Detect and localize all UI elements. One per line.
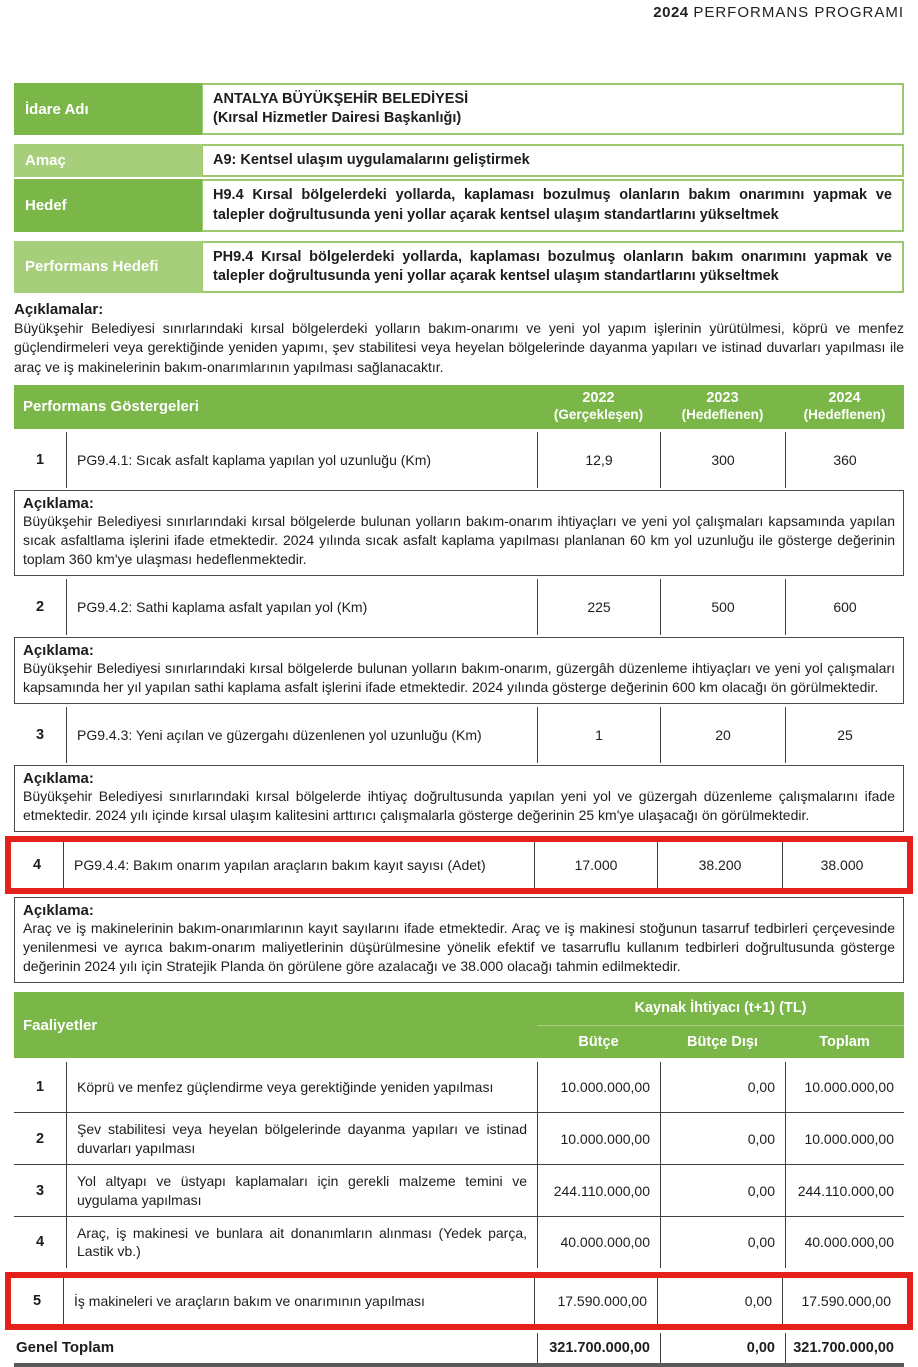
- activity-row-4: [14, 1216, 904, 1268]
- activity-4-name: Araç, iş makinesi ve bunlara ait donanımların alınması (Yedek parça, Lastik vb.): [66, 1217, 537, 1268]
- activity-4-butce-disi: 0,00: [660, 1217, 785, 1268]
- column-butce-disi: Bütçe Dışı: [687, 1033, 758, 1050]
- grand-total-butce: 321.700.000,00: [537, 1333, 660, 1363]
- info-label-performans-hedefi: Performans Hedefi: [14, 241, 202, 293]
- indicator-1-2024: 360: [785, 432, 904, 488]
- aciklamalar-section: [14, 301, 904, 377]
- info-row-performans-hedefi: [14, 241, 904, 293]
- info-content-hedef: [202, 179, 904, 231]
- column-toplam: Toplam: [819, 1033, 870, 1050]
- indicator-2-num: 2: [35, 598, 45, 615]
- indicator-4-2022: 17.000: [534, 842, 657, 888]
- activity-2-num: 2: [35, 1130, 45, 1147]
- idare-adi-line1: ANTALYA BÜYÜKŞEHİR BELEDİYESİ: [213, 91, 469, 107]
- aciklamalar-heading: Açıklamalar:: [14, 300, 104, 318]
- indicator-3-2022: 1: [537, 707, 660, 763]
- indicator-2-aciklama-box: [14, 637, 904, 704]
- indicator-3-2023: 20: [660, 707, 785, 763]
- indicator-1-aciklama-text: Büyükşehir Belediyesi sınırlarındaki kırsal bölgelerde bulunan yolların bakım-onarım ihtiyaçları ve yeni yol çalışmaları kapsamında yapılan sıcak asfaltlama işlerini ifade etmektedir. 2024 yılında sıcak asfalt kaplama yapılması planlanan 60 km yol uzunluğu ile gösterge değerinin toplam 360 km'ye ulaşması hedeflenmektedir.: [23, 512, 895, 567]
- activity-5-butce-disi: 0,00: [657, 1278, 782, 1324]
- indicator-row-2: [14, 579, 904, 635]
- activity-3-toplam: 244.110.000,00: [785, 1165, 904, 1216]
- info-content-performans-hedefi: [202, 241, 904, 293]
- info-row-amac: [14, 144, 904, 177]
- info-label-hedef: Hedef: [14, 179, 202, 231]
- aciklama-heading: Açıklama:: [23, 641, 94, 659]
- grand-total-row: [14, 1333, 904, 1367]
- indicator-row-4-highlight: [5, 836, 913, 894]
- indicator-row-4: [11, 842, 907, 888]
- indicator-3-aciklama-box: [14, 765, 904, 832]
- activity-1-toplam: 10.000.000,00: [785, 1062, 904, 1112]
- info-content-idare-adi: [202, 83, 904, 135]
- activity-3-name: Yol altyapı ve üstyapı kaplamaları için gerekli malzeme temini ve uygulama yapılması: [66, 1165, 537, 1216]
- aciklama-heading: Açıklama:: [23, 769, 94, 787]
- activities-header-right: [537, 992, 904, 1058]
- grand-total-butce-disi: 0,00: [660, 1333, 785, 1363]
- grand-total-label: Genel Toplam: [16, 1339, 115, 1357]
- activities-title: Faaliyetler: [23, 1016, 98, 1034]
- indicator-4-name: PG9.4.4: Bakım onarım yapılan araçların bakım kayıt sayısı (Adet): [63, 842, 534, 888]
- indicator-1-name: PG9.4.1: Sıcak asfalt kaplama yapılan yol uzunluğu (Km): [66, 432, 537, 488]
- indicators-header: [14, 385, 904, 429]
- activity-1-num: 1: [35, 1079, 45, 1096]
- indicator-3-name: PG9.4.3: Yeni açılan ve güzergahı düzenlenen yol uzunluğu (Km): [66, 707, 537, 763]
- activity-1-name: Köprü ve menfez güçlendirme veya gerektiğinde yeniden yapılması: [66, 1062, 537, 1112]
- info-content-amac: [202, 144, 904, 177]
- activities-header: [14, 992, 904, 1058]
- aciklamalar-text: Büyükşehir Belediyesi sınırlarındaki kırsal bölgelerdeki yolların bakım-onarımı ve yeni yol yapım işlerinin yürütülmesi, köprü ve menfez güçlendirmeleri veya gerektiğinde yeniden yapımı, şev stabilitesi veya heyelan bölgelerinde dayanma yapıları ve istinad duvarları yapılması ile araç ve iş makinelerinin bakım-onarımlarının yapılması sağlanacaktır.: [14, 319, 904, 375]
- info-table: [14, 83, 904, 293]
- info-label-idare-adi: İdare Adı: [14, 83, 202, 135]
- indicator-2-2024: 600: [785, 579, 904, 635]
- indicator-3-aciklama-text: Büyükşehir Belediyesi sınırlarındaki kırsal bölgelerde ihtiyaç doğrultusunda yapılan yeni yol ve güzergah düzenleme çalışmalarını ifade etmektedir. 2024 yılı içinde kırsal ulaşım kalitesini arttırıcı çalışmalarla gösterge değerinin 25 km'ye ulaşacağı ön görülmektedir.: [23, 787, 895, 823]
- indicator-1-aciklama-box: [14, 490, 904, 576]
- performans-hedefi-line1: PH9.4 Kırsal bölgelerdeki yollarda, kaplaması bozulmuş olanların bakım onarımını yapmak ve talepler doğrultusunda yeni yollar açarak kentsel ulaşım standartlarını yükseltmek: [213, 248, 892, 284]
- activity-2-butce: 10.000.000,00: [537, 1113, 660, 1164]
- column-butce: Bütçe: [578, 1033, 619, 1050]
- indicator-4-2024: 38.000: [782, 842, 901, 888]
- indicator-1-2023: 300: [660, 432, 785, 488]
- indicator-2-name: PG9.4.2: Sathi kaplama asfalt yapılan yol (Km): [66, 579, 537, 635]
- activity-3-butce-disi: 0,00: [660, 1165, 785, 1216]
- idare-adi-line2: (Kırsal Hizmetler Dairesi Başkanlığı): [213, 110, 462, 127]
- indicators-title: Performans Göstergeleri: [23, 398, 199, 416]
- column-2023: 2023 (Hedeflenen): [681, 390, 764, 423]
- activity-4-butce: 40.000.000,00: [537, 1217, 660, 1268]
- activity-3-num: 3: [35, 1182, 45, 1199]
- activity-1-butce: 10.000.000,00: [537, 1062, 660, 1112]
- activities-rows: [14, 1062, 904, 1268]
- indicator-row-1: [14, 432, 904, 488]
- indicator-4-2023: 38.200: [657, 842, 782, 888]
- indicator-row-3: [14, 707, 904, 763]
- activity-4-toplam: 40.000.000,00: [785, 1217, 904, 1268]
- activity-4-num: 4: [35, 1234, 45, 1251]
- hedef-line1: H9.4 Kırsal bölgelerdeki yollarda, kaplaması bozulmuş olanların bakım onarımını yapmak ve talepler doğrultusunda yeni yollar açarak kentsel ulaşım standartlarını yükseltmek: [213, 187, 892, 223]
- column-2024: 2024 (Hedeflenen): [803, 390, 886, 423]
- indicator-4-aciklama-text: Araç ve iş makinelerinin bakım-onarımlarının kayıt sayılarını ifade etmektedir. Araç ve iş makinesi stoğunun tasarruf tedbirleri çerçevesinde yenilenmesi ve ayrıca bakım-onarım maliyetlerinin düşürülmesine yönelik efektif ve tasarruflu kullanım tedbirleri doğrultusunda gösterge değerinin 2024 yılı için Stratejik Planda ön görülene göre azalacağı ve 38.000 olacağı tahmin edilmektedir.: [23, 920, 895, 975]
- indicator-1-num: 1: [35, 451, 45, 468]
- aciklama-heading: Açıklama:: [23, 494, 94, 512]
- amac-line1: A9: Kentsel ulaşım uygulamalarını geliştirmek: [213, 152, 530, 169]
- column-2022: 2022 (Gerçekleşen): [553, 390, 644, 423]
- page-header: [14, 4, 904, 21]
- activity-row-5: [11, 1278, 907, 1324]
- activity-5-num: 5: [32, 1292, 42, 1309]
- indicator-4-aciklama-box: [14, 897, 904, 983]
- aciklama-heading: Açıklama:: [23, 902, 94, 920]
- header-year: 2024: [653, 4, 689, 21]
- resource-need-header: Kaynak İhtiyacı (t+1) (TL): [537, 992, 904, 1026]
- activity-2-name: Şev stabilitesi veya heyelan bölgelerinde dayanma yapıları ve istinad duvarları yapılması: [66, 1113, 537, 1164]
- activity-2-toplam: 10.000.000,00: [785, 1113, 904, 1164]
- indicators-table: [14, 385, 904, 983]
- activity-5-toplam: 17.590.000,00: [782, 1278, 901, 1324]
- activity-row-5-highlight: [5, 1272, 913, 1330]
- activity-row-3: [14, 1164, 904, 1216]
- indicator-2-aciklama-text: Büyükşehir Belediyesi sınırlarındaki kırsal bölgelerde bulunan yolların bakım-onarım, güzergâh düzenleme ihtiyaçları ve yeni yol çalışmaları kapsamında her yıl yapılan sathi kaplama asfalt işlerini ifade etmektedir. 2024 yılında gösterge değerinin 600 km olacağı ön görülmektedir.: [23, 659, 895, 695]
- activity-5-butce: 17.590.000,00: [534, 1278, 657, 1324]
- grand-total-toplam: 321.700.000,00: [785, 1333, 904, 1363]
- indicator-3-num: 3: [35, 726, 45, 743]
- indicator-3-2024: 25: [785, 707, 904, 763]
- activity-row-1: [14, 1062, 904, 1112]
- activity-2-butce-disi: 0,00: [660, 1113, 785, 1164]
- activity-5-name: İş makineleri ve araçların bakım ve onarımının yapılması: [63, 1278, 534, 1324]
- indicator-2-2023: 500: [660, 579, 785, 635]
- header-title: PERFORMANS PROGRAMI: [693, 4, 904, 21]
- info-row-idare-adi: [14, 83, 904, 135]
- activity-row-2: [14, 1112, 904, 1164]
- indicator-2-2022: 225: [537, 579, 660, 635]
- info-row-hedef: [14, 179, 904, 231]
- info-label-amac: Amaç: [14, 144, 202, 177]
- activities-table: [14, 992, 904, 1367]
- indicator-4-num: 4: [32, 857, 42, 874]
- resource-columns: [537, 1026, 904, 1059]
- indicator-1-2022: 12,9: [537, 432, 660, 488]
- activity-3-butce: 244.110.000,00: [537, 1165, 660, 1216]
- activity-1-butce-disi: 0,00: [660, 1062, 785, 1112]
